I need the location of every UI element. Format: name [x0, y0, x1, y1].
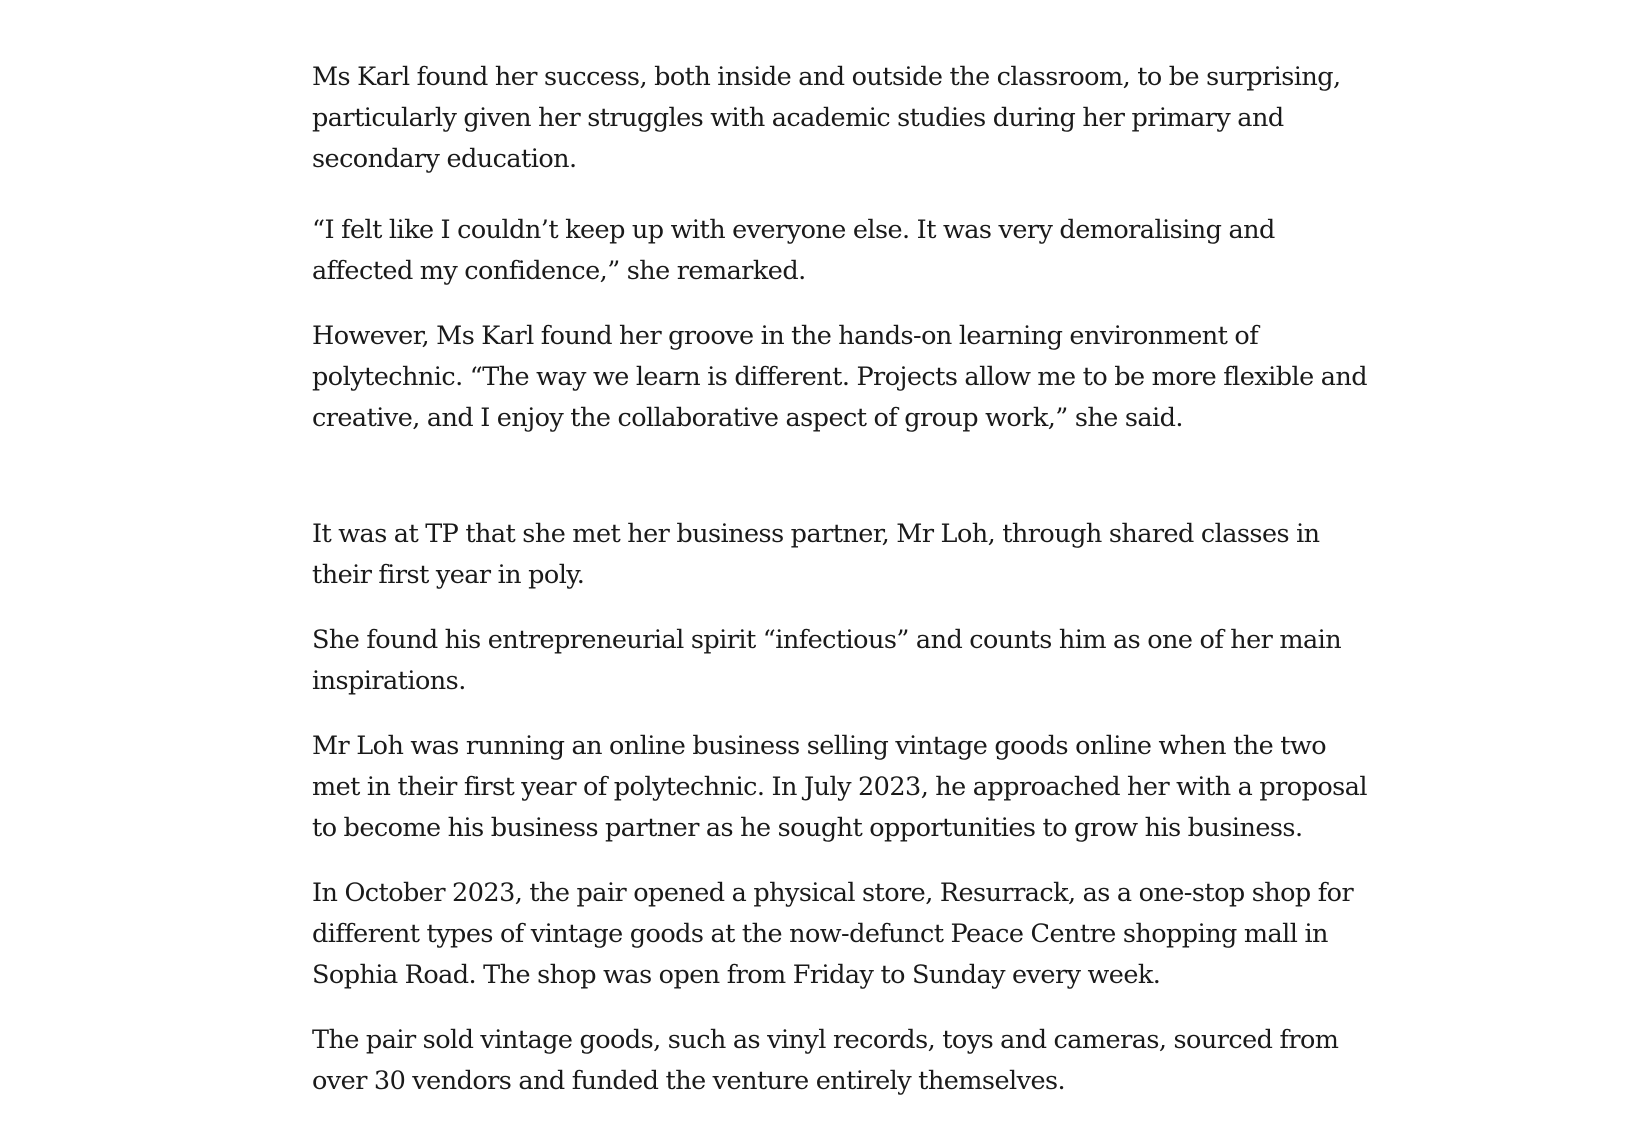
article-body	[312, 57, 1372, 1102]
article-paragraph: Mr Loh was running an online business selling vintage goods online when the two met in their first year of polytechnic. In July 2023, he approached her with a proposal to become his business partner as he sought opportunities to grow his business.	[312, 731, 1367, 843]
article-paragraph: However, Ms Karl found her groove in the hands-on learning environment of polytechnic. “The way we learn is different. Projects allow me to be more flexible and creative, and I enjoy the collaborative aspect of group work,” she said.	[312, 321, 1367, 433]
article-paragraph: She found his entrepreneurial spirit “infectious” and counts him as one of her main inspirations.	[312, 625, 1342, 696]
article-paragraph: The pair sold vintage goods, such as vinyl records, toys and cameras, sourced from over 30 vendors and funded the venture entirely themselves.	[312, 1025, 1339, 1096]
article-paragraph: Ms Karl found her success, both inside and outside the classroom, to be surprising, particularly given her struggles with academic studies during her primary and secondary education.	[312, 62, 1341, 174]
article-paragraph: “I felt like I couldn’t keep up with everyone else. It was very demoralising and affected my confidence,” she remarked.	[312, 215, 1275, 286]
article-paragraph: It was at TP that she met her business partner, Mr Loh, through shared classes in their first year in poly.	[312, 519, 1320, 590]
article-paragraph: In October 2023, the pair opened a physical store, Resurrack, as a one-stop shop for different types of vintage goods at the now-defunct Peace Centre shopping mall in Sophia Road. The shop was open from Friday to Sunday every week.	[312, 878, 1354, 990]
